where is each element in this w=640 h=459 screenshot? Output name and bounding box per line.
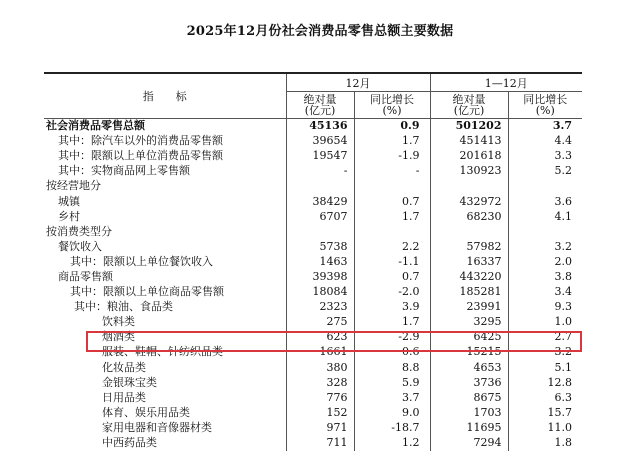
row-label: 家用电器和音像器材类 xyxy=(102,420,212,434)
cell-month-yoy: 1.2 xyxy=(354,435,430,450)
cell-month-yoy: 5.9 xyxy=(354,375,430,390)
cell-ytd-abs: 4653 xyxy=(430,360,508,375)
cell-ytd-yoy: 12.8 xyxy=(508,375,582,390)
cell-ytd-yoy: 3.3 xyxy=(508,149,582,164)
cell-ytd-abs: 57982 xyxy=(430,239,508,254)
table-row xyxy=(44,420,582,435)
cell-ytd-yoy: 2.7 xyxy=(508,330,582,345)
row-label: 饮料类 xyxy=(102,315,135,329)
cell-month-abs: 2323 xyxy=(286,300,354,315)
cell-ytd-yoy: 1.8 xyxy=(508,435,582,450)
row-label: 按消费类型分 xyxy=(46,224,112,238)
cell-month-yoy: - xyxy=(354,164,430,179)
row-label: 化妆品类 xyxy=(102,360,146,374)
row-label: 社会消费品零售总额 xyxy=(46,119,145,133)
highlight-box xyxy=(86,331,582,352)
cell-month-abs: 19547 xyxy=(286,149,354,164)
table-row xyxy=(44,149,582,164)
abs-label: 绝对量 xyxy=(452,93,486,106)
cell-ytd-yoy: 4.4 xyxy=(508,134,582,149)
cell-month-yoy: 2.2 xyxy=(354,239,430,254)
cell-ytd-abs xyxy=(430,224,508,239)
cell-month-yoy: 9.0 xyxy=(354,405,430,420)
row-label: 烟酒类 xyxy=(102,330,135,344)
row-label: 其中：除汽车以外的消费品零售额 xyxy=(58,134,223,148)
cell-month-yoy xyxy=(354,179,430,194)
header-indicator: 指 标 xyxy=(44,73,286,119)
cell-month-abs xyxy=(286,179,354,194)
cell-month-abs: 39654 xyxy=(286,134,354,149)
cell-ytd-yoy: 5.1 xyxy=(508,360,582,375)
table-row xyxy=(44,390,582,405)
header-ytd-abs xyxy=(430,92,508,119)
cell-ytd-abs: 11695 xyxy=(430,420,508,435)
yoy-unit: (%) xyxy=(382,104,402,117)
cell-month-yoy: 1.7 xyxy=(354,134,430,149)
cell-ytd-yoy: 3.4 xyxy=(508,285,582,300)
row-label: 商品零售额 xyxy=(58,269,113,283)
cell-month-abs: 328 xyxy=(286,375,354,390)
retail-data-table xyxy=(44,72,582,451)
cell-month-abs: 39398 xyxy=(286,269,354,284)
cell-ytd-abs: 23991 xyxy=(430,300,508,315)
cell-month-yoy: 8.8 xyxy=(354,360,430,375)
cell-month-yoy xyxy=(354,224,430,239)
table-row xyxy=(44,285,582,300)
cell-month-abs xyxy=(286,224,354,239)
cell-month-abs: 623 xyxy=(286,330,354,345)
row-label: 服装、鞋帽、针纺织品类 xyxy=(102,345,223,359)
cell-month-abs: 971 xyxy=(286,420,354,435)
cell-ytd-abs: 130923 xyxy=(430,164,508,179)
table-row xyxy=(44,254,582,269)
cell-month-yoy: 0.7 xyxy=(354,269,430,284)
table-row xyxy=(44,119,582,134)
cell-month-yoy: -18.7 xyxy=(354,420,430,435)
yoy-label: 同比增长 xyxy=(370,93,414,106)
row-label: 金银珠宝类 xyxy=(102,375,157,389)
cell-month-yoy: -1.1 xyxy=(354,254,430,269)
abs-label: 绝对量 xyxy=(303,93,337,106)
cell-ytd-yoy: 3.2 xyxy=(508,239,582,254)
header-month: 12月 xyxy=(286,73,430,92)
cell-ytd-yoy xyxy=(508,224,582,239)
cell-ytd-abs: 6425 xyxy=(430,330,508,345)
table-row xyxy=(44,300,582,315)
cell-ytd-abs: 15215 xyxy=(430,345,508,360)
cell-month-yoy: -2.0 xyxy=(354,285,430,300)
table-row xyxy=(44,375,582,390)
cell-month-abs: 711 xyxy=(286,435,354,450)
cell-month-abs: 45136 xyxy=(286,119,354,134)
cell-month-abs: 152 xyxy=(286,405,354,420)
row-label: 其中：限额以上单位商品零售额 xyxy=(70,285,224,299)
abs-unit: (亿元) xyxy=(304,104,336,117)
cell-month-abs: 5738 xyxy=(286,239,354,254)
cell-ytd-abs: 7294 xyxy=(430,435,508,450)
cell-month-yoy: 3.9 xyxy=(354,300,430,315)
cell-ytd-yoy: 3.7 xyxy=(508,119,582,134)
cell-month-abs: 380 xyxy=(286,360,354,375)
table-row xyxy=(44,315,582,330)
row-label: 日用品类 xyxy=(102,390,146,404)
cell-ytd-yoy: 1.0 xyxy=(508,315,582,330)
cell-ytd-yoy: 4.1 xyxy=(508,209,582,224)
header-ytd: 1—12月 xyxy=(430,73,582,92)
row-label: 乡村 xyxy=(58,209,80,223)
cell-ytd-yoy: 11.0 xyxy=(508,420,582,435)
cell-ytd-yoy: 3.2 xyxy=(508,345,582,360)
cell-ytd-yoy: 9.3 xyxy=(508,300,582,315)
cell-ytd-abs: 443220 xyxy=(430,269,508,284)
yoy-label: 同比增长 xyxy=(523,93,568,106)
abs-unit: (亿元) xyxy=(453,104,485,117)
yoy-unit: (%) xyxy=(535,104,555,117)
cell-month-yoy: -1.9 xyxy=(354,149,430,164)
table-row xyxy=(44,224,582,239)
page-title: 2025年12月份社会消费品零售总额主要数据 xyxy=(186,24,454,39)
cell-ytd-abs: 185281 xyxy=(430,285,508,300)
cell-ytd-abs: 68230 xyxy=(430,209,508,224)
cell-month-yoy: -2.9 xyxy=(354,330,430,345)
table-row xyxy=(44,269,582,284)
table-row xyxy=(44,209,582,224)
cell-month-abs: 6707 xyxy=(286,209,354,224)
cell-month-abs: 38429 xyxy=(286,194,354,209)
cell-month-abs: 776 xyxy=(286,390,354,405)
cell-ytd-abs: 3295 xyxy=(430,315,508,330)
cell-month-yoy: 0.7 xyxy=(354,194,430,209)
table-row xyxy=(44,194,582,209)
table-row xyxy=(44,179,582,194)
table-row xyxy=(44,435,582,450)
cell-ytd-abs: 1703 xyxy=(430,405,508,420)
cell-ytd-abs: 432972 xyxy=(430,194,508,209)
header-ytd-yoy xyxy=(508,92,582,119)
table-row xyxy=(44,360,582,375)
cell-month-yoy: 0.9 xyxy=(354,119,430,134)
cell-ytd-yoy: 2.0 xyxy=(508,254,582,269)
cell-month-yoy: 0.6 xyxy=(354,345,430,360)
row-label: 其中：限额以上单位消费品零售额 xyxy=(58,149,223,163)
cell-month-yoy: 1.7 xyxy=(354,209,430,224)
cell-month-abs: 18084 xyxy=(286,285,354,300)
cell-ytd-yoy: 15.7 xyxy=(508,405,582,420)
cell-ytd-yoy: 5.2 xyxy=(508,164,582,179)
row-label: 餐饮收入 xyxy=(58,239,102,253)
cell-ytd-abs: 16337 xyxy=(430,254,508,269)
cell-month-yoy: 1.7 xyxy=(354,315,430,330)
cell-month-yoy: 3.7 xyxy=(354,390,430,405)
row-label: 中西药品类 xyxy=(102,436,157,450)
header-month-abs xyxy=(286,92,354,119)
header-month-yoy xyxy=(354,92,430,119)
row-label: 城镇 xyxy=(58,194,80,208)
cell-ytd-abs xyxy=(430,179,508,194)
cell-ytd-abs: 8675 xyxy=(430,390,508,405)
table-row xyxy=(44,239,582,254)
row-label: 其中：实物商品网上零售额 xyxy=(58,164,190,178)
table-row xyxy=(44,164,582,179)
cell-month-abs: 275 xyxy=(286,315,354,330)
row-label: 其中：限额以上单位餐饮收入 xyxy=(70,254,213,268)
cell-ytd-yoy: 3.8 xyxy=(508,269,582,284)
cell-month-abs: 1463 xyxy=(286,254,354,269)
cell-ytd-abs: 201618 xyxy=(430,149,508,164)
cell-month-abs: 1661 xyxy=(286,345,354,360)
table-row xyxy=(44,405,582,420)
cell-ytd-yoy: 3.6 xyxy=(508,194,582,209)
cell-ytd-yoy: 6.3 xyxy=(508,390,582,405)
row-label: 其中：粮油、食品类 xyxy=(74,300,173,314)
table-row xyxy=(44,134,582,149)
cell-ytd-abs: 451413 xyxy=(430,134,508,149)
row-label: 体育、娱乐用品类 xyxy=(102,405,190,419)
row-label: 按经营地分 xyxy=(46,179,101,193)
cell-month-abs: - xyxy=(286,164,354,179)
cell-ytd-yoy xyxy=(508,179,582,194)
cell-ytd-abs: 3736 xyxy=(430,375,508,390)
cell-ytd-abs: 501202 xyxy=(430,119,508,134)
